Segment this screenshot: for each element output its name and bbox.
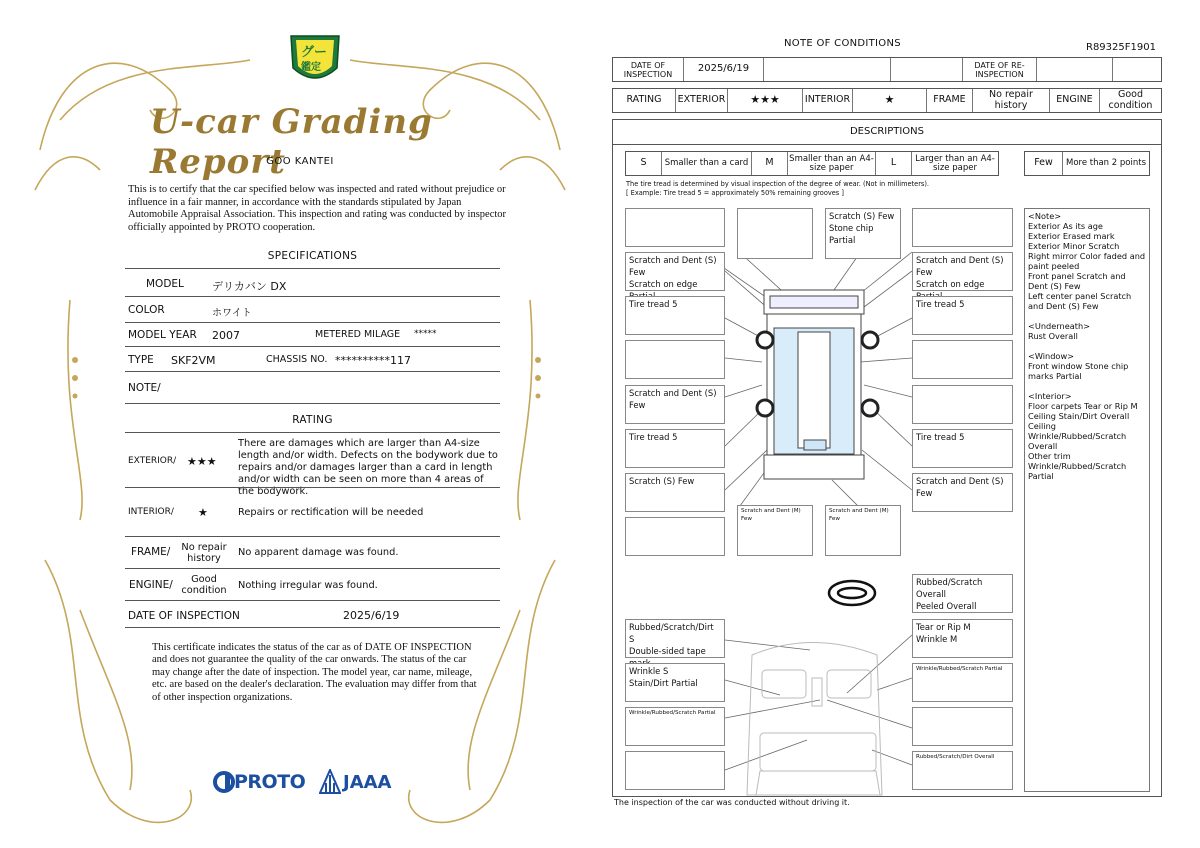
exterior-label: EXTERIOR xyxy=(676,89,728,112)
condition-text: Tire tread 5 xyxy=(629,432,678,442)
divider xyxy=(125,536,500,537)
jaaa-logo-icon xyxy=(319,769,341,795)
interior-label: INTERIOR/ xyxy=(128,507,174,517)
divider xyxy=(125,322,500,323)
jaaa-logo-text: JAAA xyxy=(343,772,392,793)
condition-text: Scratch on edge xyxy=(629,279,698,289)
frame-label: FRAME xyxy=(927,89,973,112)
tread-example: [ Example: Tire tread 5 = approximately 50% remaining grooves ] xyxy=(626,189,844,197)
divider xyxy=(125,600,500,601)
condition-box-right-6 xyxy=(912,473,1013,512)
conditions-title: NOTE OF CONDITIONS xyxy=(784,38,901,49)
condition-text: Scratch on edge xyxy=(916,279,985,289)
report-id: R89325F1901 xyxy=(1086,42,1156,53)
certificate-disclaimer: This certificate indicates the status of the car as of DATE OF INSPECTION and does not guarantee the quality of the car onwards. The status of the car may change after the date of inspection. The model year, car name, mileage, etc. are based on the dealer's declaration. The evaluation may differ from that of other inspection organizations. xyxy=(152,642,477,703)
engine-label: ENGINE/ xyxy=(129,579,173,591)
condition-box xyxy=(737,208,813,259)
divider xyxy=(125,568,500,569)
inspection-date-row xyxy=(612,57,1162,82)
interior-stars: ★ xyxy=(198,506,208,519)
milage-label: METERED MILAGE xyxy=(315,329,401,340)
condition-box-right-2 xyxy=(912,296,1013,335)
divider xyxy=(125,403,500,404)
exterior-stars: ★★★ xyxy=(728,89,803,112)
chassis-value: **********117 xyxy=(335,354,411,367)
condition-box-interior-right-1 xyxy=(912,619,1013,658)
exterior-label: EXTERIOR/ xyxy=(128,456,177,466)
condition-box-left-4 xyxy=(625,385,725,424)
interior-description: Repairs or rectification will be needed xyxy=(238,507,424,518)
condition-text: Wrinkle/Rubbed/Scratch Partial xyxy=(629,710,716,716)
condition-text: Rubbed/Scratch/Dirt S xyxy=(629,622,714,644)
note-label: NOTE/ xyxy=(128,382,161,394)
divider xyxy=(125,268,500,269)
condition-box-left-5 xyxy=(625,429,725,468)
condition-text: Scratch (S) Few xyxy=(629,476,695,486)
engine-description: Nothing irregular was found. xyxy=(238,580,378,591)
certification-statement: This is to certify that the car specified below was inspected and rated without prejudice or influence in a fair manner, in accordance with the standards stipulated by Japan Automobile Appraisal Association. This inspection and rating was conducted by inspector officially appointed by PROTO cooperation. xyxy=(128,184,507,233)
goo-kantei-badge xyxy=(287,30,343,90)
condition-text: Stain/Dirt Partial xyxy=(629,678,698,688)
frame-label: FRAME/ xyxy=(131,546,171,558)
specifications-heading: SPECIFICATIONS xyxy=(267,250,358,262)
condition-box xyxy=(912,385,1013,424)
condition-box-top-right xyxy=(825,208,901,259)
condition-text: Tire tread 5 xyxy=(916,432,965,442)
legend-few: Few xyxy=(1025,152,1063,175)
steering-wheel-icon xyxy=(829,581,875,605)
model-value: デリカバン DX xyxy=(212,280,287,293)
condition-box xyxy=(625,517,725,556)
reinspection-label: DATE OF RE-INSPECTION xyxy=(963,58,1037,81)
rating-label: RATING xyxy=(613,89,676,112)
condition-box-steering xyxy=(912,574,1013,613)
size-legend xyxy=(625,151,999,176)
date-of-inspection-label: DATE OF INSPECTION xyxy=(613,58,684,81)
legend-l-desc: Larger than an A4-size paper xyxy=(915,153,995,173)
condition-box xyxy=(912,707,1013,746)
model-year-label: MODEL YEAR xyxy=(128,329,197,341)
divider xyxy=(125,346,500,347)
condition-box-bottom-left xyxy=(737,505,813,556)
frame-value: No repair history xyxy=(181,542,227,564)
condition-text: Double-sided tape xyxy=(629,646,706,656)
color-label: COLOR xyxy=(128,304,165,316)
condition-box-interior-left-2 xyxy=(625,663,725,702)
badge-bottom-text: 鑑定 xyxy=(301,62,321,73)
report-title: U-car Grading Report xyxy=(150,102,433,182)
milage-value: ***** xyxy=(414,329,437,339)
legend-s: S xyxy=(626,152,662,175)
model-year-value: 2007 xyxy=(212,329,240,342)
condition-text: Wrinkle S xyxy=(629,666,669,676)
condition-text: Peeled Overall xyxy=(916,601,977,611)
color-value: ホワイト xyxy=(212,308,252,319)
type-value: SKF2VM xyxy=(171,354,216,367)
engine-value: Good condition xyxy=(181,574,227,596)
condition-box xyxy=(625,751,725,790)
rating-row xyxy=(612,88,1162,113)
empty-cell xyxy=(1037,58,1113,81)
engine-label: ENGINE xyxy=(1050,89,1100,112)
few-legend xyxy=(1024,151,1150,176)
frame-description: No apparent damage was found. xyxy=(238,547,399,558)
interior-label: INTERIOR xyxy=(803,89,853,112)
condition-text: Scratch and Dent (M) Few xyxy=(741,508,801,522)
condition-text: Scratch and Dent (S) Few xyxy=(629,388,717,410)
condition-box-interior-right-4 xyxy=(912,751,1013,790)
condition-box-interior-left-1 xyxy=(625,619,725,658)
type-label: TYPE xyxy=(128,354,154,366)
condition-box-interior-right-2 xyxy=(912,663,1013,702)
condition-notes: <Note> Exterior As its age Exterior Erased mark Exterior Minor Scratch Right mirror Color faded and paint peeled Front panel Scratch and Dent (S) Few Left center panel Scratch and Dent (S) Few <Underneath> Rust Overall <Window> Front window Stone chip marks Partial <Interior> Floor carpets Tear or Rip M Ceiling Stain/Dirt Overall Ceiling Wrinkle/Rubbed/Scratch Overall Other trim Wrinkle/Rubbed/Scratch Partial xyxy=(1024,208,1150,792)
interior-stars: ★ xyxy=(853,89,927,112)
legend-m-desc: Smaller than an A4-size paper xyxy=(788,152,876,175)
condition-box-interior-left-3 xyxy=(625,707,725,746)
date-of-inspection-value: 2025/6/19 xyxy=(343,609,400,622)
divider xyxy=(125,627,500,628)
date-of-inspection-label: DATE OF INSPECTION xyxy=(128,610,240,622)
exterior-stars: ★★★ xyxy=(187,455,217,468)
condition-text: Scratch and Dent (S) Few xyxy=(916,476,1004,498)
model-label: MODEL xyxy=(146,278,184,290)
divider xyxy=(125,296,500,297)
condition-box-right-5 xyxy=(912,429,1013,468)
legend-few-desc: More than 2 points xyxy=(1065,158,1146,168)
condition-box-left-2 xyxy=(625,296,725,335)
condition-text: Rubbed/Scratch/Dirt Overall xyxy=(916,754,995,760)
condition-text: Tear or Rip M xyxy=(916,622,971,632)
condition-text: Wrinkle/Rubbed/Scratch Partial xyxy=(916,666,1003,672)
condition-text: Stone chip Partial xyxy=(829,223,874,245)
divider xyxy=(612,144,1162,145)
legend-s-desc: Smaller than a card xyxy=(662,152,752,175)
rating-heading: RATING xyxy=(292,414,333,426)
condition-text: Scratch and Dent (M) Few xyxy=(829,508,889,522)
empty-cell xyxy=(764,58,891,81)
tread-note: The tire tread is determined by visual inspection of the degree of wear. (Not in millimeters). xyxy=(626,180,930,188)
condition-box xyxy=(625,340,725,379)
inspection-footer-note: The inspection of the car was conducted without driving it. xyxy=(614,798,850,807)
divider xyxy=(125,371,500,372)
condition-text: Scratch and Dent (S) Few xyxy=(916,255,1004,277)
exterior-description: There are damages which are larger than A4-size length and/or width. Defects on the bodywork due to repairs and/or damages larger than a card in length and/or width can be seen on more than 4 areas of the bodywork. xyxy=(238,438,498,497)
frame-value: No repair history xyxy=(973,89,1050,112)
condition-box-left-1 xyxy=(625,252,725,291)
proto-logo-text: PROTO xyxy=(234,771,306,793)
condition-text: Scratch and Dent (S) Few xyxy=(629,255,717,277)
condition-box-left-6 xyxy=(625,473,725,512)
condition-text: Tire tread 5 xyxy=(629,299,678,309)
empty-cell xyxy=(891,58,963,81)
engine-value: Good condition xyxy=(1108,89,1153,111)
divider xyxy=(125,432,500,433)
condition-text: Scratch (S) Few xyxy=(829,211,895,221)
condition-box xyxy=(912,208,1013,247)
condition-text: Wrinkle M xyxy=(916,634,958,644)
report-subtitle: GOO KANTEI xyxy=(266,156,334,167)
date-of-inspection-value: 2025/6/19 xyxy=(684,58,764,81)
legend-m: M xyxy=(752,152,788,175)
condition-box xyxy=(625,208,725,247)
condition-box-bottom-right xyxy=(825,505,901,556)
condition-text: Rubbed/Scratch Overall xyxy=(916,577,983,599)
condition-box xyxy=(912,340,1013,379)
divider xyxy=(125,487,500,488)
descriptions-heading: DESCRIPTIONS xyxy=(849,126,925,137)
chassis-label: CHASSIS NO. xyxy=(266,354,328,365)
condition-box-right-1 xyxy=(912,252,1013,291)
badge-top-text: グー xyxy=(301,45,328,60)
condition-text: Tire tread 5 xyxy=(916,299,965,309)
legend-l: L xyxy=(876,152,912,175)
